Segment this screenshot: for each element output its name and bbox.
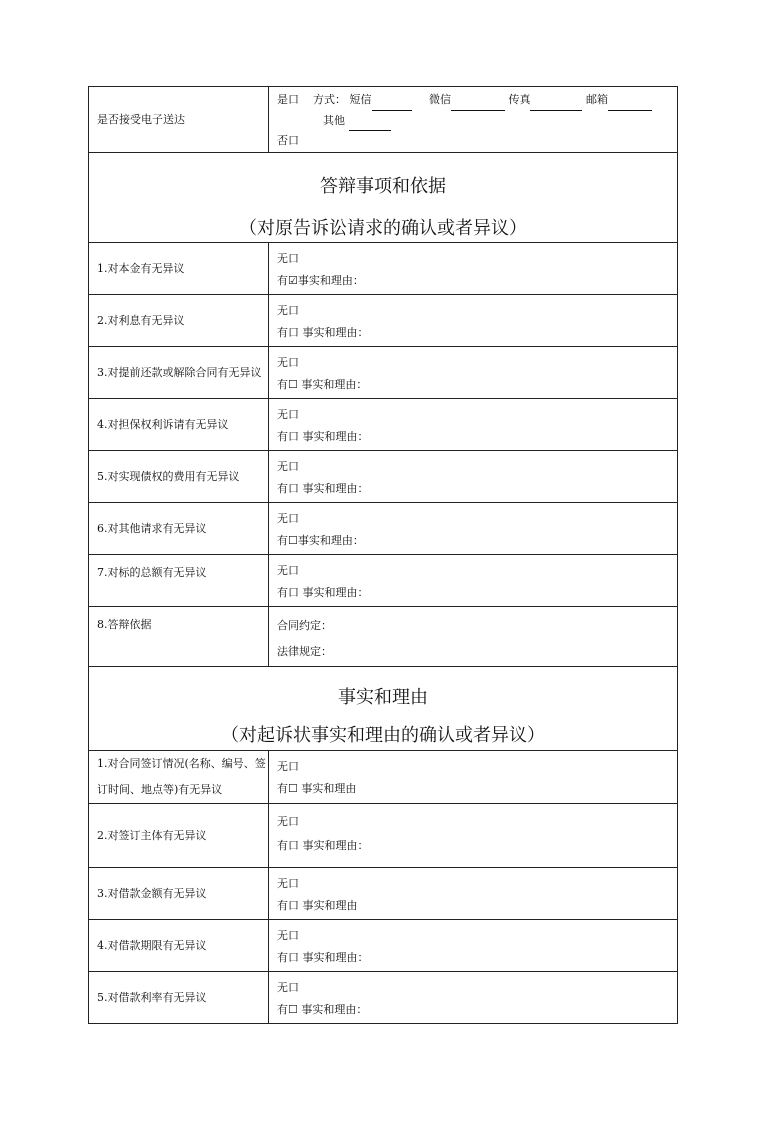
- none-option[interactable]: 无口: [277, 459, 299, 473]
- none-option[interactable]: 无口: [277, 251, 299, 265]
- section2-header-row: [89, 667, 678, 751]
- table-row: [89, 399, 678, 451]
- email-label: 邮箱: [585, 92, 608, 106]
- has-option[interactable]: 有口 事实和理由：: [277, 429, 369, 443]
- sms-label: 短信: [349, 92, 372, 106]
- basis-row: [89, 607, 678, 667]
- other-field[interactable]: [349, 118, 391, 131]
- section2-header: [89, 667, 678, 751]
- has-option[interactable]: 有☐ 事实和理由：: [277, 377, 368, 391]
- basis-label: 8.答辩依据: [89, 607, 269, 667]
- none-option[interactable]: 无口: [277, 876, 299, 890]
- wechat-field[interactable]: [451, 98, 505, 111]
- section2-subtitle: （对起诉状事实和理由的确认或者异议）: [221, 724, 545, 746]
- section1-header: [89, 153, 678, 243]
- delivery-label: 是否接受电子送达: [89, 87, 269, 153]
- none-option[interactable]: 无口: [277, 563, 299, 577]
- fax-label: 传真: [508, 92, 531, 106]
- table-row: [89, 751, 678, 804]
- delivery-yes-checkbox[interactable]: 是口: [277, 92, 299, 106]
- has-option[interactable]: 有口 事实和理由: [277, 898, 358, 912]
- delivery-no-checkbox[interactable]: 否口: [277, 133, 299, 147]
- table-row: [89, 868, 678, 920]
- fax-field[interactable]: [530, 98, 582, 111]
- row-label: 5.对借款利率有无异议: [89, 972, 269, 1024]
- none-option[interactable]: 无口: [277, 928, 299, 942]
- row-label: 4.对担保权利诉请有无异议: [89, 399, 269, 451]
- law-basis-field[interactable]: 法律规定：: [277, 644, 332, 658]
- delivery-method-label: 方式：: [313, 92, 346, 106]
- has-option[interactable]: 有☑事实和理由：: [277, 273, 364, 287]
- has-option[interactable]: 有☐ 事实和理由: [277, 782, 357, 795]
- table-row: [89, 243, 678, 295]
- table-row: [89, 972, 678, 1024]
- row-label: 3.对借款金额有无异议: [89, 868, 269, 920]
- none-option[interactable]: 无口: [277, 303, 299, 317]
- sms-field[interactable]: [372, 98, 412, 111]
- wechat-label: 微信: [428, 92, 451, 106]
- table-row: [89, 347, 678, 399]
- row-label: 1.对本金有无异议: [89, 243, 269, 295]
- section2-title: 事实和理由: [338, 686, 428, 708]
- has-option[interactable]: 有口 事实和理由：: [277, 325, 369, 339]
- section1-subtitle: （对原告诉讼请求的确认或者异议）: [239, 217, 527, 239]
- other-label: 其他: [323, 113, 345, 127]
- has-option[interactable]: 有口 事实和理由：: [277, 950, 369, 964]
- delivery-options: [269, 87, 678, 153]
- none-option[interactable]: 无口: [277, 511, 299, 525]
- none-option[interactable]: 无口: [277, 760, 299, 773]
- table-row: [89, 555, 678, 607]
- row-label: 1.对合同签订情况(名称、编号、签订时间、地点等)有无异议: [89, 751, 269, 804]
- has-option[interactable]: 有☐ 事实和理由：: [277, 1002, 368, 1016]
- row-label: 2.对签订主体有无异议: [89, 804, 269, 868]
- has-option[interactable]: 有口 事实和理由：: [277, 585, 369, 599]
- section1-header-row: [89, 153, 678, 243]
- table-row: [89, 295, 678, 347]
- row-label: 3.对提前还款或解除合同有无异议: [89, 347, 269, 399]
- has-option[interactable]: 有口 事实和理由：: [277, 481, 369, 495]
- delivery-row: [89, 87, 678, 153]
- answer-form-table: [88, 86, 678, 1024]
- row-label: 6.对其他请求有无异议: [89, 503, 269, 555]
- row-label: 2.对利息有无异议: [89, 295, 269, 347]
- none-option[interactable]: 无口: [277, 355, 299, 369]
- email-field[interactable]: [608, 98, 652, 111]
- none-option[interactable]: 无口: [277, 980, 299, 994]
- contract-basis-field[interactable]: 合同约定：: [277, 618, 332, 632]
- table-row: [89, 804, 678, 868]
- section1-title: 答辩事项和依据: [320, 175, 446, 197]
- has-option[interactable]: 有☐事实和理由：: [277, 533, 364, 547]
- table-row: [89, 451, 678, 503]
- row-label: 5.对实现债权的费用有无异议: [89, 451, 269, 503]
- row-label: 4.对借款期限有无异议: [89, 920, 269, 972]
- table-row: [89, 920, 678, 972]
- none-option[interactable]: 无口: [277, 814, 299, 828]
- none-option[interactable]: 无口: [277, 407, 299, 421]
- has-option[interactable]: 有口 事实和理由：: [277, 838, 369, 852]
- row-label: 7.对标的总额有无异议: [89, 555, 269, 607]
- table-row: [89, 503, 678, 555]
